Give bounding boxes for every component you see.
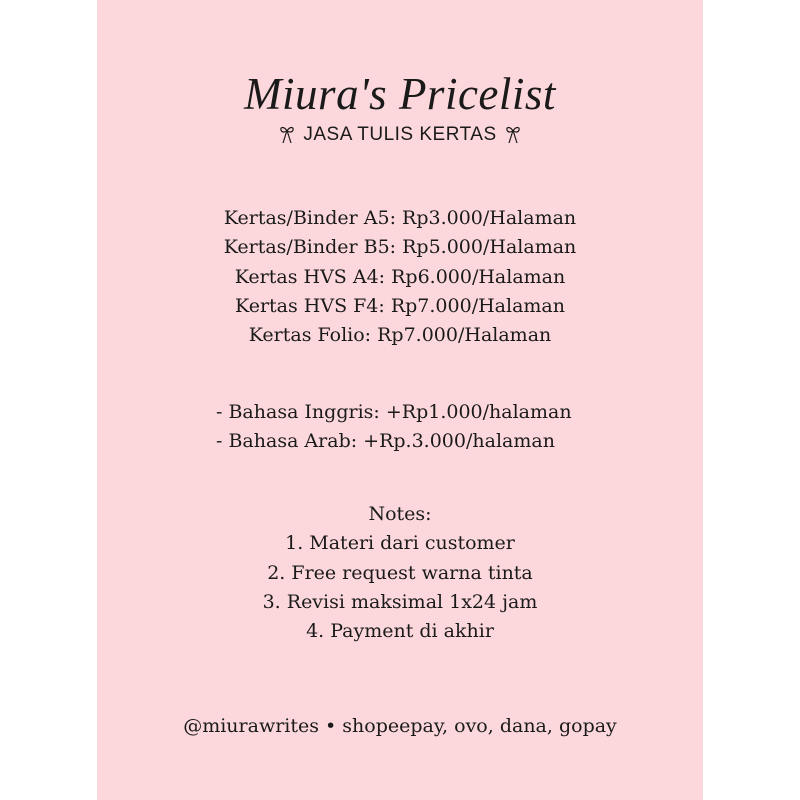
footer-contact: @miurawrites • shopeepay, ovo, dana, gopay: [183, 715, 617, 737]
extra-item: - Bahasa Arab: +Rp.3.000/halaman: [216, 430, 555, 453]
subtitle-text: JASA TULIS KERTAS: [303, 124, 497, 145]
page-title: Miura's Pricelist: [244, 69, 556, 119]
pricelist-card: [97, 0, 703, 800]
price-list: [97, 204, 703, 350]
note-item: 2. Free request warna tinta: [267, 561, 533, 584]
ribbon-bow-icon: [279, 125, 295, 145]
price-item: Kertas HVS A4: Rp6.000/Halaman: [234, 265, 566, 288]
price-item: Kertas Folio: Rp7.000/Halaman: [248, 324, 552, 347]
extra-item: - Bahasa Inggris: +Rp1.000/halaman: [216, 401, 572, 423]
extras-list: [97, 398, 703, 457]
note-item: 3. Revisi maksimal 1x24 jam: [262, 590, 538, 613]
note-item: 1. Materi dari customer: [285, 532, 515, 555]
price-item: Kertas/Binder B5: Rp5.000/Halaman: [223, 236, 577, 259]
notes-heading: Notes:: [368, 503, 432, 525]
note-item: 4. Payment di akhir: [306, 620, 494, 643]
notes-section: [97, 500, 703, 646]
ribbon-bow-icon: [505, 125, 521, 145]
price-item: Kertas/Binder A5: Rp3.000/Halaman: [223, 207, 577, 229]
subtitle: [97, 121, 703, 149]
price-item: Kertas HVS F4: Rp7.000/Halaman: [235, 294, 565, 317]
